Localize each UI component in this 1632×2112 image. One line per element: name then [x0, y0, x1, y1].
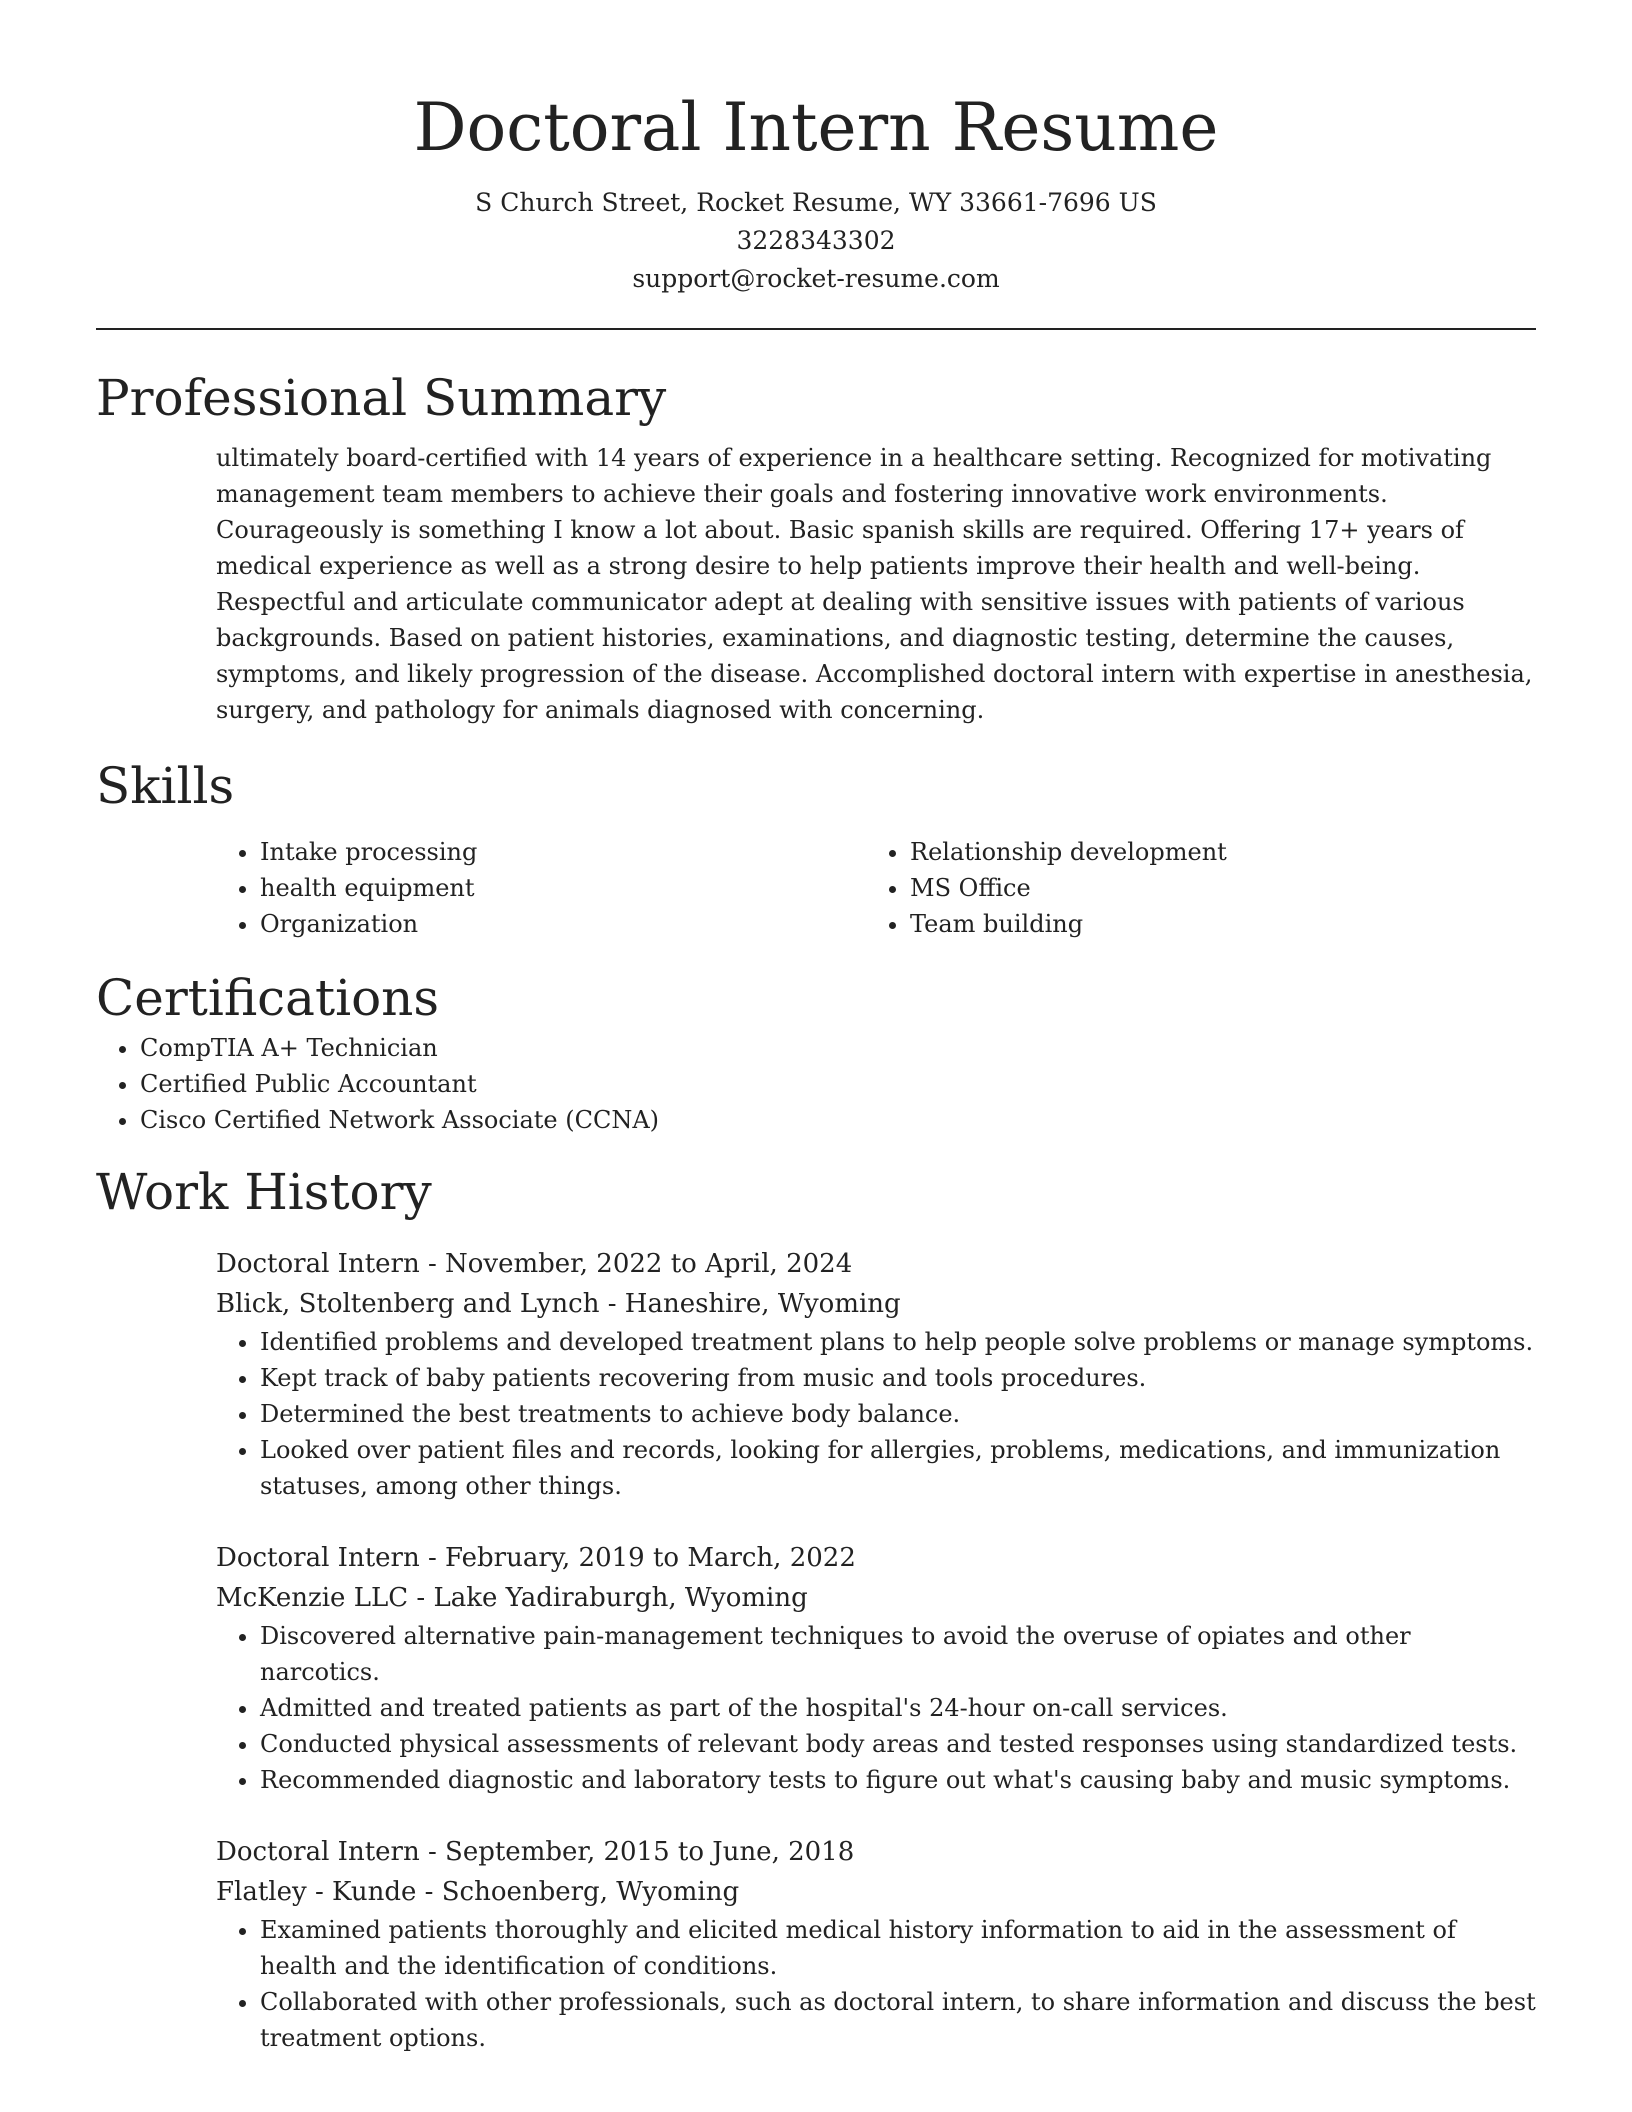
- work-history-heading: Work History: [96, 1163, 432, 1221]
- summary-text: ultimately board-certified with 14 years of experience in a healthcare setting. Recognized for motivating management team members to achieve their goals and fostering innovative work environments. Courageously is something I know a lot about. Basic spanish skills are required. Offering 17+ years of medical experience as well as a strong desire to help patients improve their health and well-being. Respectful and articulate communicator adept at dealing with sensitive issues with patients of various backgrounds. Based on patient histories, examinations, and diagnostic testing, determine the causes, symptoms, and likely progression of the disease. Accomplished doctoral intern with expertise in anesthesia, surgery, and pathology for animals diagnosed with concerning.: [216, 444, 1533, 724]
- job-bullets: [216, 1618, 1536, 1798]
- contact-phone: 3228343302: [736, 226, 896, 255]
- contact-email: support@rocket-resume.com: [632, 264, 1000, 293]
- job-bullet: • Looked over patient files and records, looking for allergies, problems, medications, and immunization statuses, among other things.: [260, 1432, 1536, 1504]
- certification-item: • CompTIA A+ Technician: [140, 1030, 1536, 1066]
- resume-title: Doctoral Intern Resume: [413, 89, 1219, 166]
- skill-item: • MS Office: [910, 870, 1516, 906]
- job-bullet: • Examined patients thoroughly and elicited medical history information to aid in the assessment of health and the identification of conditions.: [260, 1912, 1536, 1984]
- job-bullet: • Collaborated with other professionals, such as doctoral intern, to share information and discuss the best treatment options.: [260, 1984, 1536, 2056]
- job-entry: [216, 1538, 1536, 1798]
- job-title-line: Doctoral Intern - September, 2015 to June, 2018: [216, 1837, 855, 1867]
- certification-item: • Cisco Certified Network Associate (CCNA): [140, 1102, 1536, 1138]
- job-company-line: Flatley - Kunde - Schoenberg, Wyoming: [216, 1877, 740, 1907]
- skills-column-2: [866, 834, 1516, 942]
- header-divider: [96, 328, 1536, 330]
- skill-item: • Intake processing: [260, 834, 866, 870]
- job-bullet: • Identified problems and developed treatment plans to help people solve problems or manage symptoms.: [260, 1324, 1536, 1360]
- job-bullet: • Conducted physical assessments of relevant body areas and tested responses using standardized tests.: [260, 1726, 1536, 1762]
- job-bullet: • Recommended diagnostic and laboratory tests to figure out what's causing baby and music symptoms.: [260, 1762, 1536, 1798]
- job-company-line: McKenzie LLC - Lake Yadiraburgh, Wyoming: [216, 1583, 808, 1613]
- job-bullet: • Discovered alternative pain-management techniques to avoid the overuse of opiates and other narcotics.: [260, 1618, 1536, 1690]
- summary-heading: Professional Summary: [96, 369, 667, 427]
- job-entry: [216, 1244, 1536, 1504]
- certifications-heading: Certifications: [96, 969, 440, 1027]
- job-bullets: [216, 1912, 1536, 2056]
- contact-address: S Church Street, Rocket Resume, WY 33661-7696 US: [475, 188, 1157, 217]
- job-bullet: • Kept track of baby patients recovering from music and tools procedures.: [260, 1360, 1536, 1396]
- skill-item: • Relationship development: [910, 834, 1516, 870]
- skills-grid: [216, 834, 1536, 942]
- job-entry: [216, 1832, 1536, 2056]
- job-bullet: • Determined the best treatments to achieve body balance.: [260, 1396, 1536, 1432]
- job-title-line: Doctoral Intern - November, 2022 to April, 2024: [216, 1249, 853, 1279]
- job-title-line: Doctoral Intern - February, 2019 to March, 2022: [216, 1543, 856, 1573]
- skill-item: • Organization: [260, 906, 866, 942]
- contact-block: [96, 184, 1536, 298]
- job-bullet: • Admitted and treated patients as part of the hospital's 24-hour on-call services.: [260, 1690, 1536, 1726]
- skills-heading: Skills: [96, 757, 235, 815]
- resume-page: [96, 0, 1536, 2056]
- job-bullets: [216, 1324, 1536, 1504]
- skill-item: • Team building: [910, 906, 1516, 942]
- certification-item: • Certified Public Accountant: [140, 1066, 1536, 1102]
- skills-column-1: [216, 834, 866, 942]
- skill-item: • health equipment: [260, 870, 866, 906]
- certifications-list: [96, 1030, 1536, 1138]
- job-company-line: Blick, Stoltenberg and Lynch - Haneshire, Wyoming: [216, 1289, 901, 1319]
